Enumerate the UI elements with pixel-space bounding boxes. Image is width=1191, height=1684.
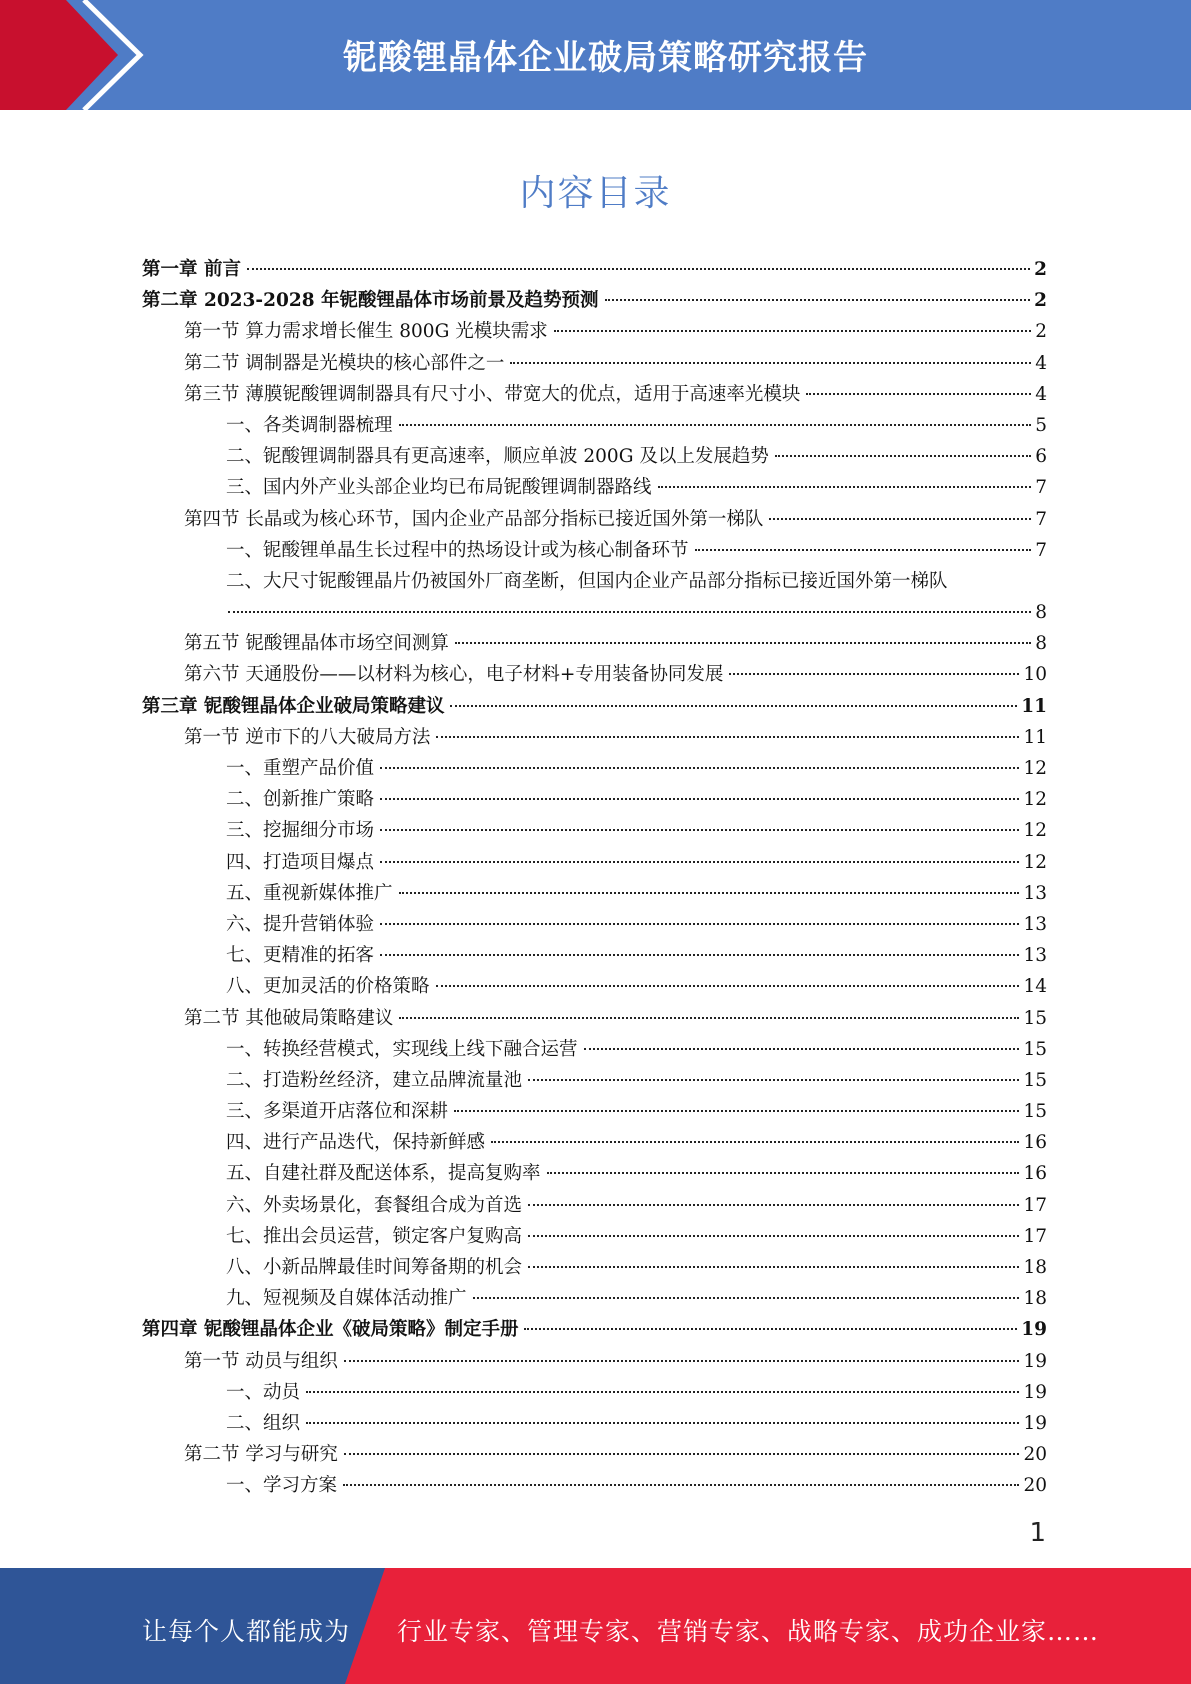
toc-entry[interactable] bbox=[142, 1439, 1047, 1470]
toc-leader-dots bbox=[528, 1079, 1019, 1081]
toc-entry-label: 第二节 其他破局策略建议 bbox=[184, 1007, 394, 1029]
report-title: 铌酸锂晶体企业破局策略研究报告 bbox=[343, 38, 868, 78]
toc-leader-dots bbox=[547, 1172, 1020, 1174]
toc-leader-dots bbox=[554, 330, 1031, 332]
toc-entry[interactable] bbox=[142, 1034, 1047, 1065]
toc-entry[interactable] bbox=[142, 1096, 1047, 1127]
toc-entry-page: 17 bbox=[1023, 1194, 1047, 1216]
toc-entry-page: 15 bbox=[1023, 1007, 1047, 1029]
toc-entry[interactable] bbox=[142, 878, 1047, 909]
toc-entry-label: 九、短视频及自媒体活动推广 bbox=[226, 1288, 467, 1310]
footer-slogan-right: 行业专家、管理专家、营销专家、战略专家、成功企业家…… bbox=[397, 1617, 1100, 1646]
toc-entry[interactable] bbox=[142, 628, 1047, 659]
toc-entry-page: 5 bbox=[1035, 414, 1047, 436]
toc-entry-page: 7 bbox=[1035, 477, 1047, 499]
toc-leader-dots bbox=[228, 611, 1031, 613]
toc-entry-page: 19 bbox=[1023, 1381, 1047, 1403]
toc-entry-page: 15 bbox=[1023, 1038, 1047, 1060]
toc-leader-dots bbox=[528, 1204, 1019, 1206]
footer-slogan-left: 让每个人都能成为 bbox=[142, 1617, 351, 1646]
toc-entry-page: 13 bbox=[1023, 913, 1047, 935]
toc-entry-page: 7 bbox=[1035, 539, 1047, 561]
toc-leader-dots bbox=[306, 1422, 1019, 1424]
toc-entry[interactable] bbox=[142, 1408, 1047, 1439]
toc-entry-page: 19 bbox=[1023, 1412, 1047, 1434]
toc-entry-page: 8 bbox=[1035, 633, 1047, 655]
toc-entry-label: 第一章 前言 bbox=[142, 259, 241, 280]
toc-entry-label: 一、学习方案 bbox=[226, 1475, 338, 1497]
toc-leader-dots bbox=[695, 549, 1032, 551]
toc-leader-dots bbox=[380, 861, 1019, 863]
toc-entry-label: 七、推出会员运营，锁定客户复购高 bbox=[226, 1225, 523, 1247]
toc-entry[interactable] bbox=[142, 909, 1047, 940]
toc-entry-page: 4 bbox=[1035, 352, 1047, 374]
toc-entry-page: 16 bbox=[1023, 1163, 1047, 1185]
toc-leader-dots bbox=[343, 1484, 1019, 1486]
toc-entry-label: 二、创新推广策略 bbox=[226, 789, 375, 811]
toc-leader-dots bbox=[436, 985, 1020, 987]
toc-entry-page: 6 bbox=[1035, 446, 1047, 468]
toc-entry-label: 第三章 铌酸锂晶体企业破局策略建议 bbox=[142, 695, 445, 717]
toc-entry-label: 八、更加灵活的价格策略 bbox=[226, 976, 430, 998]
toc-entry[interactable] bbox=[142, 316, 1047, 347]
toc-entry[interactable] bbox=[142, 847, 1047, 878]
toc-entry-label: 一、铌酸锂单晶生长过程中的热场设计或为核心制备环节 bbox=[226, 539, 689, 561]
toc-entry-page: 10 bbox=[1023, 664, 1047, 686]
toc-entry[interactable] bbox=[142, 1252, 1047, 1283]
toc-leader-dots bbox=[247, 268, 1030, 270]
toc-leader-dots bbox=[658, 486, 1032, 488]
toc-entry[interactable] bbox=[142, 410, 1047, 441]
toc-entry-page: 19 bbox=[1023, 1350, 1047, 1372]
toc-entry-label: 第四节 长晶或为核心环节，国内企业产品部分指标已接近国外第一梯队 bbox=[184, 508, 764, 530]
toc-entry[interactable] bbox=[142, 1158, 1047, 1189]
toc-entry[interactable] bbox=[142, 254, 1047, 285]
toc-leader-dots bbox=[524, 1328, 1017, 1330]
toc-leader-dots bbox=[605, 299, 1031, 301]
page-number: 1 bbox=[1029, 1518, 1046, 1548]
toc-entry-label: 第二节 学习与研究 bbox=[184, 1444, 338, 1466]
toc-leader-dots bbox=[380, 954, 1019, 956]
toc-entry-label: 六、提升营销体验 bbox=[226, 913, 375, 935]
footer-band bbox=[0, 1568, 1191, 1684]
toc-entry-page: 14 bbox=[1023, 976, 1047, 998]
toc-leader-dots bbox=[806, 393, 1031, 395]
toc-leader-dots bbox=[380, 829, 1019, 831]
toc-entry-label: 一、各类调制器梳理 bbox=[226, 414, 393, 436]
toc-entry[interactable] bbox=[142, 971, 1047, 1002]
toc-entry-label: 一、重塑产品价值 bbox=[226, 758, 375, 779]
toc-entry-page: 8 bbox=[1035, 602, 1047, 624]
toc-entry[interactable] bbox=[142, 940, 1047, 971]
toc-leader-dots bbox=[380, 798, 1019, 800]
toc-entry-page: 13 bbox=[1023, 945, 1047, 967]
toc-entry-label: 六、外卖场景化，套餐组合成为首选 bbox=[226, 1194, 523, 1216]
toc-entry[interactable] bbox=[142, 285, 1047, 316]
toc-entry-page: 16 bbox=[1023, 1132, 1047, 1154]
toc-leader-dots bbox=[729, 673, 1019, 675]
toc-entry-label: 一、动员 bbox=[226, 1381, 301, 1403]
toc-entry[interactable] bbox=[142, 1283, 1047, 1314]
toc-leader-dots bbox=[306, 1391, 1019, 1393]
toc-entry[interactable] bbox=[142, 1314, 1047, 1345]
toc-leader-dots bbox=[454, 1110, 1019, 1112]
toc-entry-label: 第五节 铌酸锂晶体市场空间测算 bbox=[184, 633, 449, 655]
toc-leader-dots bbox=[399, 892, 1020, 894]
toc-entry-label: 四、进行产品迭代，保持新鲜感 bbox=[226, 1132, 486, 1154]
toc-entry-page: 13 bbox=[1023, 882, 1047, 904]
toc-entry-page: 15 bbox=[1023, 1069, 1047, 1091]
toc-entry[interactable] bbox=[142, 1065, 1047, 1096]
toc-leader-dots bbox=[510, 362, 1031, 364]
toc-leader-dots bbox=[455, 642, 1031, 644]
toc-entry-label: 第一节 动员与组织 bbox=[184, 1350, 338, 1372]
toc-entry-label: 八、小新品牌最佳时间筹备期的机会 bbox=[226, 1257, 523, 1278]
toc-entry-page: 12 bbox=[1023, 851, 1047, 873]
toc-leader-dots bbox=[528, 1266, 1019, 1268]
toc-entry-page: 18 bbox=[1023, 1288, 1047, 1310]
toc-entry[interactable] bbox=[142, 1127, 1047, 1158]
toc-entry-label: 第四章 铌酸锂晶体企业《破局策略》制定手册 bbox=[142, 1319, 519, 1341]
toc-entry-label: 二、组织 bbox=[226, 1412, 301, 1434]
toc-leader-dots bbox=[344, 1360, 1020, 1362]
toc-entry[interactable] bbox=[142, 1003, 1047, 1034]
toc-entry-page: 11 bbox=[1021, 695, 1047, 717]
toc-entry[interactable] bbox=[142, 1470, 1047, 1501]
toc-entry-page: 19 bbox=[1021, 1319, 1047, 1341]
toc-entry[interactable] bbox=[142, 566, 1047, 597]
toc-leader-dots bbox=[344, 1453, 1020, 1455]
toc-entry-page: 12 bbox=[1023, 789, 1047, 811]
toc-leader-dots bbox=[473, 1297, 1020, 1299]
toc-entry-label: 第二章 2023-2028 年铌酸锂晶体市场前景及趋势预测 bbox=[142, 290, 599, 312]
toc-entry-page: 20 bbox=[1023, 1475, 1047, 1497]
toc-entry-page: 4 bbox=[1035, 383, 1047, 405]
toc-entry-label: 第六节 天通股份——以材料为核心，电子材料+专用装备协同发展 bbox=[184, 664, 724, 686]
toc-leader-dots bbox=[775, 455, 1031, 457]
toc-entry-page: 2 bbox=[1034, 290, 1047, 312]
toc-entry-page: 2 bbox=[1034, 259, 1047, 280]
toc-entry-label: 二、铌酸锂调制器具有更高速率，顺应单波 200G 及以上发展趋势 bbox=[226, 446, 769, 468]
toc-entry-label: 三、挖掘细分市场 bbox=[226, 820, 375, 842]
header-band bbox=[0, 0, 1191, 110]
toc-entry-label: 第一节 算力需求增长催生 800G 光模块需求 bbox=[184, 321, 548, 343]
toc-leader-dots bbox=[450, 705, 1017, 707]
toc-entry-page: 11 bbox=[1023, 726, 1047, 748]
toc-leader-dots bbox=[380, 923, 1019, 925]
toc-entry-page: 2 bbox=[1035, 321, 1047, 343]
toc-heading: 内容目录 bbox=[519, 173, 672, 214]
toc-leader-dots bbox=[436, 736, 1019, 738]
toc-entry[interactable] bbox=[142, 472, 1047, 503]
toc-entry-page: 7 bbox=[1035, 508, 1047, 530]
toc-leader-dots bbox=[399, 1017, 1019, 1019]
toc-entry[interactable] bbox=[142, 1221, 1047, 1252]
toc-entry[interactable] bbox=[142, 784, 1047, 815]
toc-entry[interactable] bbox=[142, 379, 1047, 410]
toc-entry[interactable] bbox=[142, 659, 1047, 690]
toc-leader-dots bbox=[584, 1048, 1020, 1050]
toc-entry-label: 五、自建社群及配送体系，提高复购率 bbox=[226, 1163, 541, 1185]
toc-entry-label: 五、重视新媒体推广 bbox=[226, 882, 393, 904]
toc-entry[interactable] bbox=[142, 691, 1047, 722]
toc-entry[interactable] bbox=[142, 1346, 1047, 1377]
toc-entry-label: 一、转换经营模式，实现线上线下融合运营 bbox=[226, 1038, 578, 1060]
toc-entry[interactable] bbox=[142, 597, 1047, 628]
toc-entry-label: 二、打造粉丝经济，建立品牌流量池 bbox=[226, 1069, 523, 1091]
toc-entry-label: 二、大尺寸铌酸锂晶片仍被国外厂商垄断，但国内企业产品部分指标已接近国外第一梯队 bbox=[226, 570, 948, 592]
toc-entry[interactable] bbox=[142, 535, 1047, 566]
toc-leader-dots bbox=[380, 767, 1019, 769]
toc-entry[interactable] bbox=[142, 1190, 1047, 1221]
toc-entry-page: 15 bbox=[1023, 1101, 1047, 1123]
toc-leader-dots bbox=[491, 1141, 1019, 1143]
toc-entry-label: 三、国内外产业头部企业均已布局铌酸锂调制器路线 bbox=[226, 477, 652, 499]
toc-entry-label: 第一节 逆市下的八大破局方法 bbox=[184, 726, 431, 748]
toc-leader-dots bbox=[769, 518, 1031, 520]
toc-entry[interactable] bbox=[142, 441, 1047, 472]
toc-entry[interactable] bbox=[142, 722, 1047, 753]
toc-leader-dots bbox=[399, 424, 1032, 426]
toc-entry-label: 七、更精准的拓客 bbox=[226, 945, 375, 967]
toc-entry[interactable] bbox=[142, 1377, 1047, 1408]
toc-entry-label: 四、打造项目爆点 bbox=[226, 851, 375, 873]
toc-entry-label: 第二节 调制器是光模块的核心部件之一 bbox=[184, 352, 505, 374]
toc-entry-page: 12 bbox=[1023, 758, 1047, 779]
toc-entry[interactable] bbox=[142, 504, 1047, 535]
toc-entry-label: 三、多渠道开店落位和深耕 bbox=[226, 1101, 449, 1123]
toc-entry-page: 18 bbox=[1023, 1257, 1047, 1278]
toc-entry-label: 第三节 薄膜铌酸锂调制器具有尺寸小、带宽大的优点，适用于高速率光模块 bbox=[184, 383, 801, 405]
toc-entry[interactable] bbox=[142, 348, 1047, 379]
table-of-contents bbox=[142, 254, 1047, 1502]
toc-leader-dots bbox=[528, 1235, 1019, 1237]
toc-entry-page: 12 bbox=[1023, 820, 1047, 842]
toc-entry-page: 20 bbox=[1023, 1444, 1047, 1466]
toc-entry-page: 17 bbox=[1023, 1225, 1047, 1247]
toc-entry[interactable] bbox=[142, 753, 1047, 784]
toc-entry[interactable] bbox=[142, 815, 1047, 846]
